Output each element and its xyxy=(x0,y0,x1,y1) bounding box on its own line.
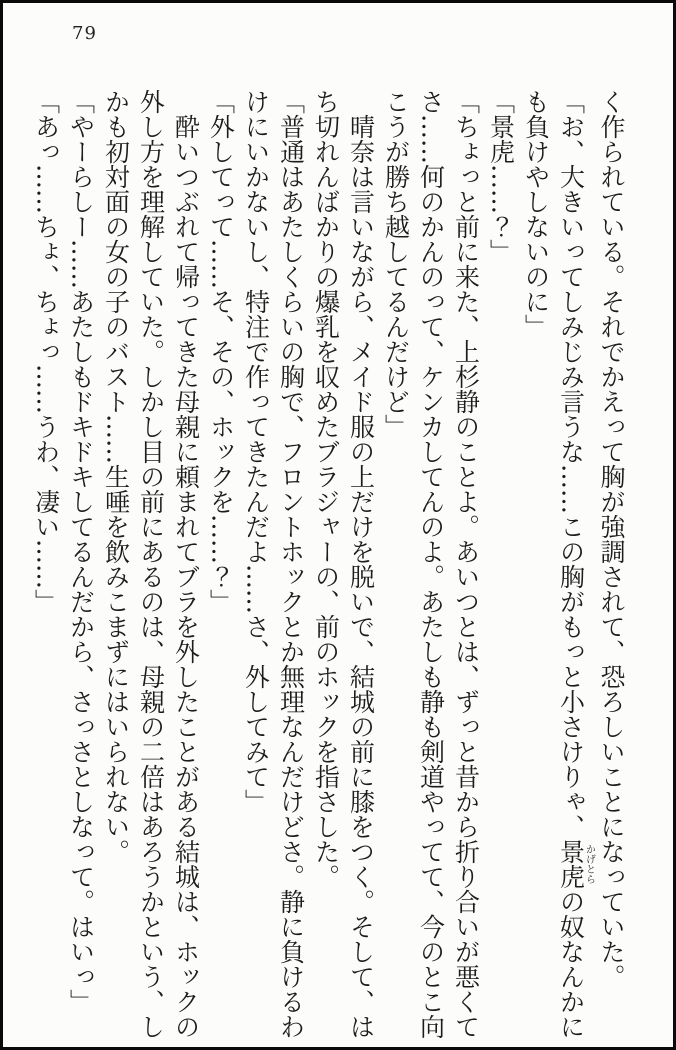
novel-text-block xyxy=(29,89,630,1049)
text-line: 「普通はあたしくらいの胸で、フロントホックとか無理なんだけどさ。静に負けるわ xyxy=(276,89,306,1039)
text-segment: の奴なんかに xyxy=(556,889,586,1039)
text-segment: 「お、大きいってしみじみ言うな……この胸がもっと小さけりゃ、 xyxy=(556,89,586,839)
text-line: 「あっ……ちょ、ちょっ……うわ、凄い……」 xyxy=(31,89,61,614)
text-line xyxy=(554,89,595,1049)
text-line: 晴奈は言いながら、メイド服の上だけを脱いで、結城の前に膝をつく。そして、は xyxy=(346,89,376,1039)
text-line: 「外してって……そ、その、ホックを……？」 xyxy=(206,89,236,614)
text-line: 「やーらしー……あたしもドキドキしてるんだから、さっさとしなって。はいっ」 xyxy=(66,89,96,1014)
text-line: く作られている。それでかえって胸が強調されて、恐ろしいことになっていた。 xyxy=(597,89,626,989)
text-line: かも初対面の女の子のバスト……生唾を飲みこまずにはいられない。 xyxy=(101,89,131,864)
text-line: も負けやしないのに」 xyxy=(521,89,551,339)
page-number: 79 xyxy=(72,23,97,44)
text-line: こうが勝ち越してるんだけど」 xyxy=(381,89,411,439)
furigana-ruby xyxy=(556,839,595,889)
ruby-base: 景虎 xyxy=(556,839,586,889)
text-line: 「ちょっと前に来た、上杉静のことよ。あいつとは、ずっと昔から折り合いが悪くて xyxy=(451,89,481,1039)
text-line: 酔いつぶれて帰ってきた母親に頼まれてブラを外したことがある結城は、ホックの xyxy=(171,89,201,1039)
text-line: さ……何のかんのって、ケンカしてんのよ。あたしも静も剣道やってて、今のとこ向 xyxy=(416,89,446,1039)
text-line: 外し方を理解していた。しかし目の前にあるのは、母親の二倍はあろうかという、し xyxy=(136,89,166,1039)
ruby-text: かげとら xyxy=(583,839,595,889)
text-line: けにいかないし、特注で作ってきたんだよ……さ、外してみて」 xyxy=(241,89,271,814)
text-line: 「景虎……？」 xyxy=(486,89,516,264)
text-line: ち切れんばかりの爆乳を収めたブラジャーの、前のホックを指さした。 xyxy=(311,89,341,889)
